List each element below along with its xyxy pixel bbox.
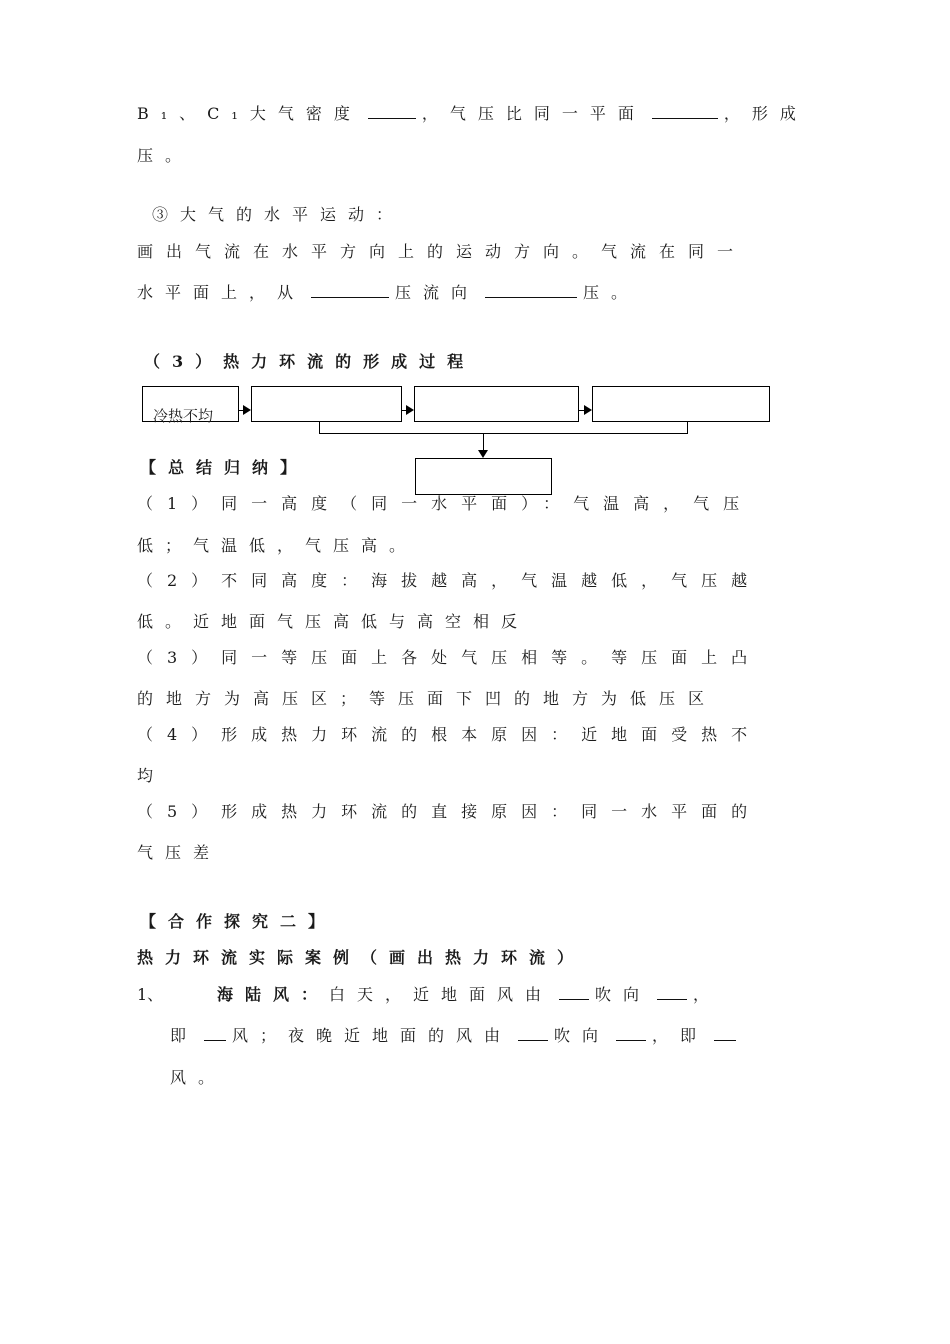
summary-heading: 【总结归纳】 — [140, 458, 309, 477]
horizontal-motion-line-2a: 水平面上，从 — [137, 283, 306, 302]
process-box-3[interactable] — [414, 386, 579, 422]
blank-from-pressure[interactable] — [311, 283, 389, 298]
summary-item: （2）不同高度：海拔越高，气温越低，气压越 — [137, 571, 762, 590]
pressure-line-2: 压。 — [137, 146, 194, 165]
horizontal-motion-line-2b: 压流向 — [395, 283, 480, 302]
process-box-1-label: 冷热不均 — [153, 407, 214, 425]
pressure-line-1-end: ，形成 — [723, 104, 808, 123]
inquiry-line2-a: 即 — [170, 1026, 199, 1045]
bracket-bottom — [319, 433, 688, 434]
horizontal-motion-title: ③大气的水平运动： — [152, 205, 405, 224]
summary-item: 均 — [137, 766, 166, 785]
process-heading: （3）热力环流的形成过程 — [144, 352, 476, 371]
blank-day-wind[interactable] — [204, 1026, 226, 1041]
bracket-stem — [483, 433, 484, 451]
summary-item: 气压差 — [137, 843, 222, 862]
blank-to-pressure[interactable] — [485, 283, 577, 298]
blank-day-from[interactable] — [559, 985, 589, 1000]
arrow-down-icon — [478, 450, 488, 458]
arrow-head-1-icon — [243, 405, 251, 415]
horizontal-motion-line-1: 画出气流在水平方向上的运动方向。气流在同一 — [137, 242, 747, 261]
horizontal-motion-line-2c: 压。 — [583, 283, 640, 302]
process-box-2[interactable] — [251, 386, 402, 422]
pressure-line-1-prefix: B₁、C₁大气密度 — [137, 104, 362, 123]
inquiry-item-line-1 — [137, 985, 721, 1005]
blank-pressure-compare[interactable] — [652, 104, 718, 119]
process-box-4[interactable] — [592, 386, 770, 422]
inquiry-heading: 【合作探究二】 — [140, 912, 337, 931]
process-box-result[interactable] — [415, 458, 552, 495]
summary-item: 的地方为高压区；等压面下凹的地方为低压区 — [137, 689, 718, 708]
inquiry-day-c: ， — [693, 985, 722, 1004]
inquiry-line2-b: 风；夜晚近地面的风由 — [232, 1026, 513, 1045]
blank-night-from[interactable] — [518, 1026, 548, 1041]
pressure-line-1 — [137, 104, 808, 124]
inquiry-day-b: 吹向 — [595, 985, 652, 1004]
inquiry-item-line-3: 风。 — [170, 1068, 227, 1087]
bracket-left — [319, 421, 320, 433]
inquiry-item-number: 1、 — [137, 985, 164, 1004]
summary-item: 低。近地面气压高低与高空相反 — [137, 612, 530, 631]
summary-item: （4）形成热力环流的根本原因：近地面受热不 — [137, 725, 762, 744]
bracket-right — [687, 421, 688, 433]
summary-item: （5）形成热力环流的直接原因：同一水平面的 — [137, 802, 762, 821]
inquiry-line2-d: ，即 — [652, 1026, 709, 1045]
arrow-head-2-icon — [406, 405, 414, 415]
blank-density[interactable] — [368, 104, 416, 119]
summary-item: 低；气温低，气压高。 — [137, 536, 418, 555]
inquiry-item-line-2 — [170, 1026, 742, 1046]
blank-night-to[interactable] — [616, 1026, 646, 1041]
inquiry-day-a: 白天，近地面风由 — [329, 985, 554, 1004]
inquiry-item-title: 海陆风： — [217, 985, 330, 1004]
pressure-line-1-mid: ，气压比同一平面 — [421, 104, 646, 123]
summary-item: （1）同一高度（同一水平面）：气温高，气压 — [137, 494, 754, 513]
inquiry-line2-c: 吹向 — [554, 1026, 611, 1045]
arrow-head-3-icon — [584, 405, 592, 415]
blank-night-wind[interactable] — [714, 1026, 736, 1041]
inquiry-subheading: 热力环流实际案例（画出热力环流） — [137, 948, 586, 967]
summary-item: （3）同一等压面上各处气压相等。等压面上凸 — [137, 648, 762, 667]
horizontal-motion-line-2 — [137, 283, 639, 303]
blank-day-to[interactable] — [657, 985, 687, 1000]
